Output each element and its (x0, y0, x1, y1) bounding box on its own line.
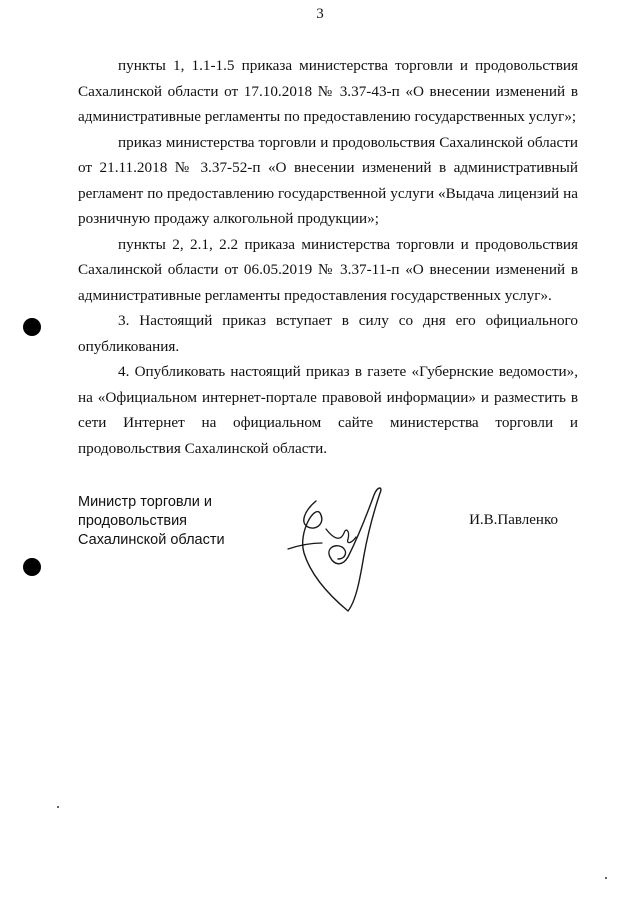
handwritten-signature (286, 483, 396, 623)
signer-title-line: Сахалинской области (78, 532, 225, 548)
signer-title-line: Министр торговли и (78, 494, 212, 510)
scan-speck (57, 806, 59, 808)
signer-name: И.В.Павленко (469, 512, 558, 528)
paragraph-item-2: приказ министерства торговли и продовольствия Сахалинской области от 21.11.2018 № 3.37-52-п «О внесении изменений в административный регламент по предоставлению государственной услуги «Выдача лицензий на розничную продажу алкогольной продукции»; (78, 133, 578, 227)
paragraph-publication: 4. Опубликовать настоящий приказ в газете «Губернские ведомости», на «Официальном интернет-портале правовой информации» и разместить в сети Интернет на официальном сайте министерства торговли и продовольствия Сахалинской области. (78, 363, 578, 457)
scan-speck (605, 877, 607, 879)
paragraph-effective-date: 3. Настоящий приказ вступает в силу со дня его официального опубликования. (78, 312, 578, 355)
punch-hole-bottom (23, 558, 41, 576)
paragraph-item-1: пункты 1, 1.1-1.5 приказа министерства торговли и продовольствия Сахалинской области от 17.10.2018 № 3.37-43-п «О внесении изменений в административные регламенты по предоставлению государственных услуг»; (78, 57, 578, 125)
signer-title-line: продовольствия (78, 513, 188, 529)
page-number: 3 (316, 6, 324, 22)
paragraph-item-3: пункты 2, 2.1, 2.2 приказа министерства торговли и продовольствия Сахалинской области от 06.05.2019 № 3.37-11-п «О внесении изменений в административные регламенты предоставления государственных услуг». (78, 235, 578, 304)
document-body (78, 53, 578, 461)
punch-hole-top (23, 318, 41, 336)
signature-block (78, 493, 578, 633)
signer-title (78, 493, 268, 550)
